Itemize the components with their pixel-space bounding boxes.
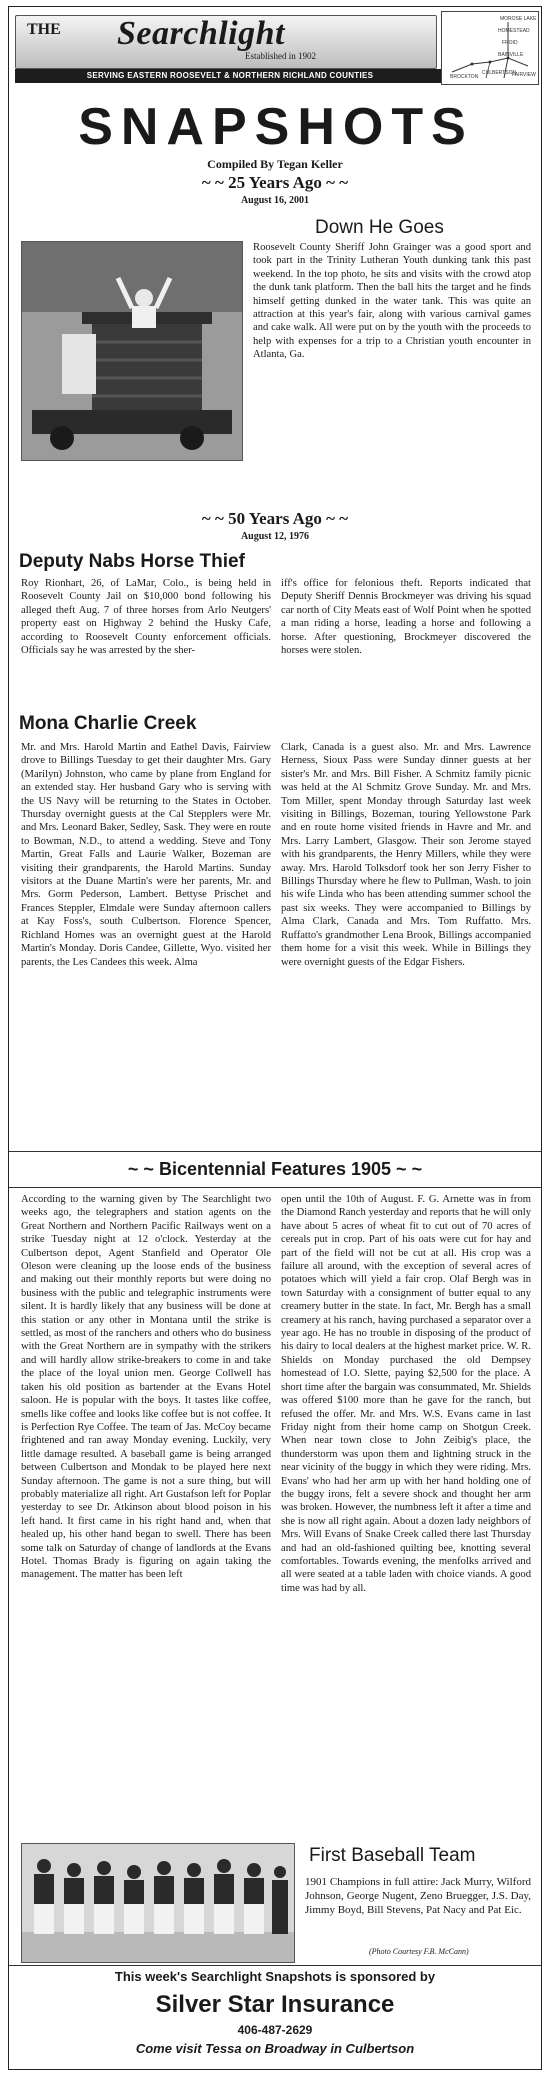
section-rule-bottom: [9, 1187, 541, 1188]
era-50-date: August 12, 1976: [240, 531, 310, 542]
sponsor-line: This week's Searchlight Snapshots is sponsored by: [114, 1969, 436, 1984]
dunk-tank-photo: [21, 241, 243, 461]
map-label: FAIRVIEW: [512, 72, 536, 78]
section-title: SNAPSHOTS: [78, 98, 474, 156]
story-title-down-he-goes: Down He Goes: [315, 217, 444, 238]
horse-thief-col2: iff's office for felonious theft. Reports indicated that Deputy Sheriff Dennis Brockmeyer was driving his squad car north of City Meats east of Wolf Point when he spotted a man riding a horse, leading a horse and following a horse. After questioning, Brockmeyer discovered the horses were stolen.: [281, 578, 531, 657]
era-50-heading: ~ ~ 50 Years Ago ~ ~: [201, 509, 349, 528]
sponsor-phone: 406-487-2629: [237, 2023, 313, 2037]
story-title-horse-thief: Deputy Nabs Horse Thief: [19, 551, 245, 572]
dunk-tank-image: [22, 242, 242, 460]
map-label: MOROSE LAKE: [500, 16, 537, 22]
sponsor-name: Silver Star Insurance: [155, 1991, 395, 2018]
era-25-heading: ~ ~ 25 Years Ago ~ ~: [201, 173, 349, 192]
story-title-baseball: First Baseball Team: [309, 1845, 476, 1866]
masthead-tagline: SERVING EASTERN ROOSEVELT & NORTHERN RICHLAND COUNTIES: [15, 69, 445, 83]
bicentennial-col2: open until the 10th of August. F. G. Arnette was in from the Diamond Ranch yesterday and reports that he will only have about 5 acres of wheat fit to cut out of 70 acres of cereals put in crop. Part of his oats were cut for hay and part of the field will not be cut at all. His crop was a failure all around, with the exception of several acres of potatoes which will yield a fair crop. Olaf Bergh was in town Saturday with a consignment of butter equal to any creamery butter in the state. In fact, Mr. Bergh has a small creamery at his ranch, having purchased a separator over a year ago. He has no trouble in disposing of the product of his dairy to local dealers at the highest market price. W. R. Shields on Monday purchased the old Dempsey homestead of I.O. Slette, paying $2,500 for the place. A short time after the bargain was consummated, Mr. Shields was offered $100 more than he gave for the ranch, but refused the offer. Mr. and Mrs. W.S. Evans came in last Friday night from their home camp on Shotgun Creek. When near town close to John Zeibig's place, the thunderstorm was upon them and lightning struck in the near vicinity of the buggy in which they were riding. Mrs. Evans' who had her arm up with her hand holding one of the buggy irons, felt a severe shock and thought her arm was broken. However, the numbness left it after a time and she is now all right again. About a dozen lady neighbors of Mrs. Will Evans of Snake Creek called there last Thursday and had an old-fashioned quilting bee, knotting several comfortables. Towards evening, the menfolks arrived and all were seated at a table laden with choice viands. A good time was had by all.: [281, 1194, 531, 1594]
sponsor-tagline: Come visit Tessa on Broadway in Culbertson: [135, 2041, 415, 2056]
map-label: FROID: [502, 40, 518, 46]
baseball-team-image: [22, 1844, 294, 1962]
story-text-down-he-goes: Roosevelt County Sheriff John Grainger was a good sport and took part in the Trinity Lutheran Youth dunking tank this past weekend. In the top photo, he sits and visits with the crowd atop the dunk tank platform. Then the ball hits the target and he finds himself getting dunked in the water tank. This was quite an attraction at this year's fair, along with various carnival games and cake walk. All were put on by the youth with the proceeds to help with expenses for a trip to a Christian youth encounter in Atlanta, Ga.: [253, 242, 531, 361]
masthead-established: Established in 1902: [245, 51, 316, 61]
masthead: [9, 7, 541, 87]
photo-credit: (Photo Courtesy F.B. McCann): [369, 1947, 469, 1956]
baseball-team-photo: [21, 1843, 295, 1963]
mona-charlie-col2: Clark, Canada is a guest also. Mr. and Mrs. Lawrence Herness, Sioux Pass were Sunday dinner guests at her sister's Mr. and Mrs. Bill Fisher. A Schmitz family picnic was held at the Al Schmitz Grove Sunday. Mr. and Mrs. Tom Miller, spent Monday through Saturday last week visiting in Billings, Bozeman, touring Yellowstone Park and en route home visited friends in Havre and Mr. and Mrs. Larry Lambert, Glasgow. Their son Jerome stayed with his grandparents, the Henry Millers, while they were away. Mrs. Harold Tolksdorf took her son Jerry Fisher to Billings Thursday where he flew to Pullman, Wash. to join his wife Linda who has been attending summer school the past six weeks. They were accompanied to Billings by Alma Clark, Canada and Mrs. Tom Ruffatto. Mrs. Ruffatto's grandmother Lena Brook, Billings accompanied them home for a visit this week. While in Billings they were overnight guests of the Edgar Fishers.: [281, 742, 531, 968]
map-label: HOMESTEAD: [498, 28, 530, 34]
bicentennial-heading: ~ ~ Bicentennial Features 1905 ~ ~: [127, 1159, 423, 1179]
compiled-by: Compiled By Tegan Keller: [207, 157, 343, 171]
baseball-caption: 1901 Champions in full attire: Jack Murry, Wilford Johnson, George Nugent, Zeno Bruegger, J.S. Day, Jimmy Boyd, Bill Stevens, Pat Nacy and Pat Eic.: [305, 1876, 531, 1916]
era-25-date: August 16, 2001: [240, 195, 310, 206]
map-label: BROCKTON: [450, 74, 479, 80]
mona-charlie-col1: Mr. and Mrs. Harold Martin and Eathel Davis, Fairview drove to Billings Tuesday to get their daughter Mrs. Gary (Marilyn) Johnston, who came by plane from England for an extended stay. Her husband Gary who is serving with the US Navy will be returning to the States in October. Thursday overnight guests at the Cal Stepplers were Mr. and Mrs. Leonard Baker, Sedley, Sask. They were en route to Bowman, N.D., to attend a wedding. Steve and Tony Martin, Great Falls and Laurie Walker, Bozeman are visiting their grandparents, the Harold Martins. Sunday visitors at the Duane Martin's were her parents, Mr. and Mrs. Gorm Pederson, Lambert. Bettyse Prischet and Frances Steppler, Elmdale were Sunday afternoon callers at Kay Foss's, south Culbertson. Florence Spencer, Richland Homes was an overnight guest at the Harold Martin's Monday. Doris Candee, Gillette, Wyo. visited her parents, the Les Candees this week. Alma: [21, 742, 271, 968]
horse-thief-col1: Roy Rionhart, 26, of LaMar, Colo., is being held in Roosevelt County Jail on $10,000 bond following his alleged theft Aug. 7 of three horses from Arlo Neutgers' property east on Highway 2 behind the Husky Cafe, according to Roosevelt County enforcement officials. Officials say he was arrested by the sher-: [21, 578, 271, 657]
story-title-mona-charlie: Mona Charlie Creek: [19, 713, 197, 734]
region-map-icon: [441, 11, 539, 85]
sponsor-rule: [9, 1965, 541, 1966]
bicentennial-col1: According to the warning given by The Searchlight two weeks ago, the telegraphers and station agents on the Great Northern and Northern Pacific Railways went on a strike Tuesday night at 12 o'clock. Yesterday at the Culbertson depot, Agent Stanfield and Operator Ole Oleson were cleaning up the loose ends of the business and making out their monthly reports but were doing no business with the public and telegraphic instruments were silent. It is hardly likely that any business will be done at this station or any other in Montana until the strike is settled, as most of the ranchers and others who do business with the Great Northern are in sympathy with the strikers and will hardly allow strike-breakers to come in and take the place of the loyal union men. George Collwell has taken his old position as bartender at the Evans Hotel saloon. He is popular with the boys. It tastes like coffee, smells like coffee and looks like coffee but is not coffee. It is Perfection Rye Coffee. The team of Jas. McCoy became frightened and ran away Monday evening. Luckily, very little damage resulted. A baseball game is being arranged between Culbertson and Mondak to be played here next Sunday afternoon. The game is not a sure thing, but will probably materialize all right. Art Gustafson left for Poplar yesterday to see Dr. Atkinson about blood poison in his left hand. It first came in his right hand and, when that healed up, his other hand began to swell. There has been some talk on Saturday of change of landlords at the Evans Hotel. Thomas Brady is figuring on again taking the management. The matter has been left: [21, 1194, 271, 1581]
newspaper-page: [8, 6, 542, 2070]
section-rule-top: [9, 1151, 541, 1152]
masthead-title: Searchlight: [117, 15, 285, 52]
map-label: BAINVILLE: [498, 52, 524, 58]
map-label: CULBERTSON: [482, 70, 517, 76]
masthead-the: THE: [27, 21, 61, 38]
